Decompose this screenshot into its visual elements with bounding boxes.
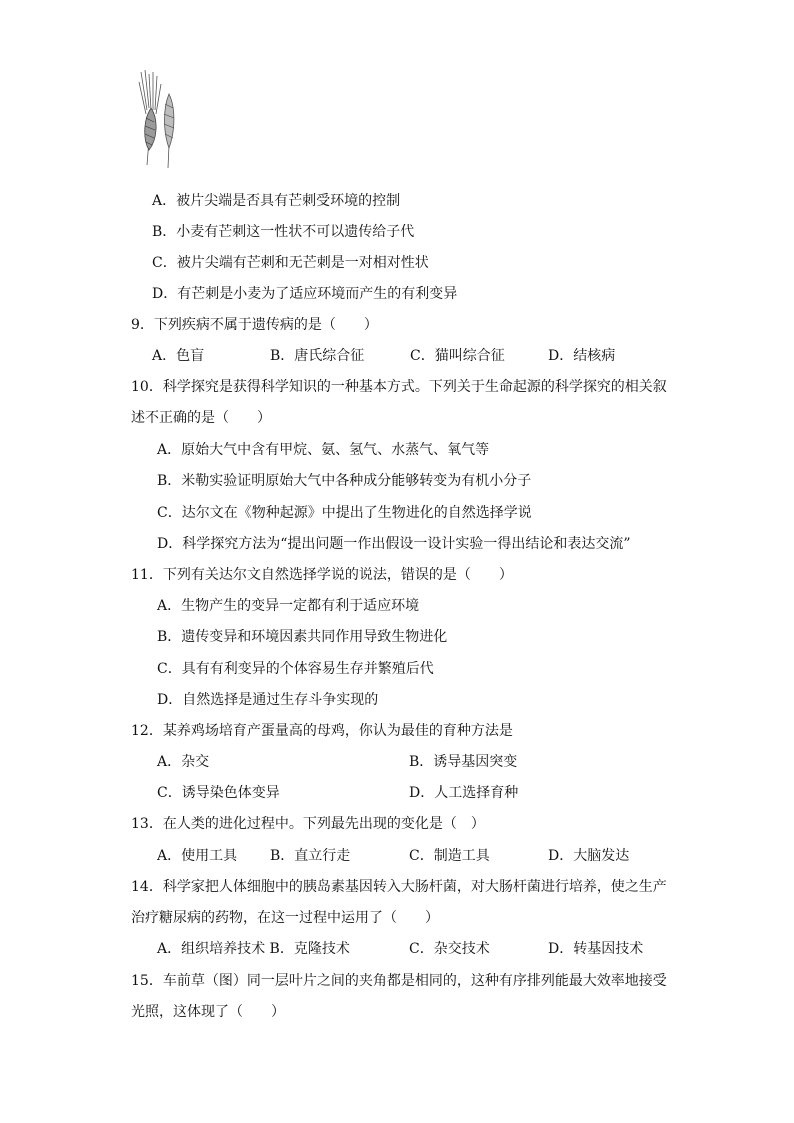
q9-option-a: A．色盲 bbox=[152, 348, 205, 364]
q10-stem-line1: 10．科学探究是获得科学知识的一种基本方式。下列关于生命起源的科学探究的相关叙 bbox=[131, 379, 667, 395]
q13-stem: 13．在人类的进化过程中。下列最先出现的变化是（ ） bbox=[131, 816, 485, 832]
q11-option-c: C．具有有利变异的个体容易生存并繁殖后代 bbox=[157, 661, 434, 677]
wheat-illustration bbox=[135, 70, 185, 170]
q11-option-b: B．遗传变异和环境因素共同作用导致生物进化 bbox=[157, 629, 448, 645]
q10-option-c: C．达尔文在《物种起源》中提出了生物进化的自然选择学说 bbox=[157, 505, 532, 521]
q12-option-d: D．人工选择育种 bbox=[409, 785, 519, 801]
q13-option-a: A．使用工具 bbox=[157, 848, 238, 864]
q14-option-c: C．杂交技术 bbox=[409, 941, 490, 957]
q14-stem-line1: 14．科学家把人体细胞中的胰岛素基因转入大肠杆菌，对大肠杆菌进行培养，使之生产 bbox=[131, 879, 667, 895]
q11-option-a: A．生物产生的变异一定都有利于适应环境 bbox=[157, 598, 420, 614]
q10-stem-line2: 述不正确的是（ ） bbox=[131, 410, 271, 426]
q11-option-d: D．自然选择是通过生存斗争实现的 bbox=[157, 692, 379, 708]
q13-option-b: B．直立行走 bbox=[270, 848, 351, 864]
q9-stem: 9．下列疾病不属于遗传病的是（ ） bbox=[131, 317, 378, 333]
q14-stem-line2: 治疗糖尿病的药物，在这一过程中运用了（ ） bbox=[131, 910, 439, 926]
q12-option-b: B．诱导基因突变 bbox=[409, 754, 518, 770]
q8-option-a: A．被片尖端是否具有芒刺受环境的控制 bbox=[152, 193, 401, 209]
q14-option-d: D．转基因技术 bbox=[548, 941, 644, 957]
q9-option-b: B．唐氏综合征 bbox=[270, 348, 365, 364]
q13-option-c: C．制造工具 bbox=[409, 848, 490, 864]
q9-option-c: C．猫叫综合征 bbox=[410, 348, 505, 364]
q9-option-d: D．结核病 bbox=[548, 348, 616, 364]
q8-option-d: D．有芒刺是小麦为了适应环境而产生的有利变异 bbox=[152, 286, 458, 302]
q10-option-b: B．米勒实验证明原始大气中各种成分能够转变为有机小分子 bbox=[157, 473, 532, 489]
q15-stem-line2: 光照，这体现了（ ） bbox=[131, 1004, 285, 1020]
q12-stem: 12．某养鸡场培育产蛋量高的母鸡，你认为最佳的育种方法是 bbox=[131, 723, 513, 739]
q15-stem-line1: 15．车前草（图）同一层叶片之间的夹角都是相同的，这种有序排列能最大效率地接受 bbox=[131, 973, 667, 989]
q8-option-c: C．被片尖端有芒刺和无芒刺是一对相对性状 bbox=[152, 255, 429, 271]
q10-option-d: D．科学探究方法为“提出问题一作出假设一设计实验一得出结论和表达交流” bbox=[157, 536, 631, 552]
q13-option-d: D．大脑发达 bbox=[548, 848, 630, 864]
q12-option-a: A．杂交 bbox=[157, 754, 210, 770]
q12-option-c: C．诱导染色体变异 bbox=[157, 785, 280, 801]
q10-option-a: A．原始大气中含有甲烷、氨、氢气、水蒸气、氧气等 bbox=[157, 442, 490, 458]
q14-option-ab: A．组织培养技术 B．克隆技术 bbox=[157, 941, 350, 957]
q8-option-b: B．小麦有芒刺这一性状不可以遗传给子代 bbox=[152, 224, 415, 240]
q11-stem: 11．下列有关达尔文自然选择学说的说法，错误的是（ ） bbox=[131, 567, 513, 583]
